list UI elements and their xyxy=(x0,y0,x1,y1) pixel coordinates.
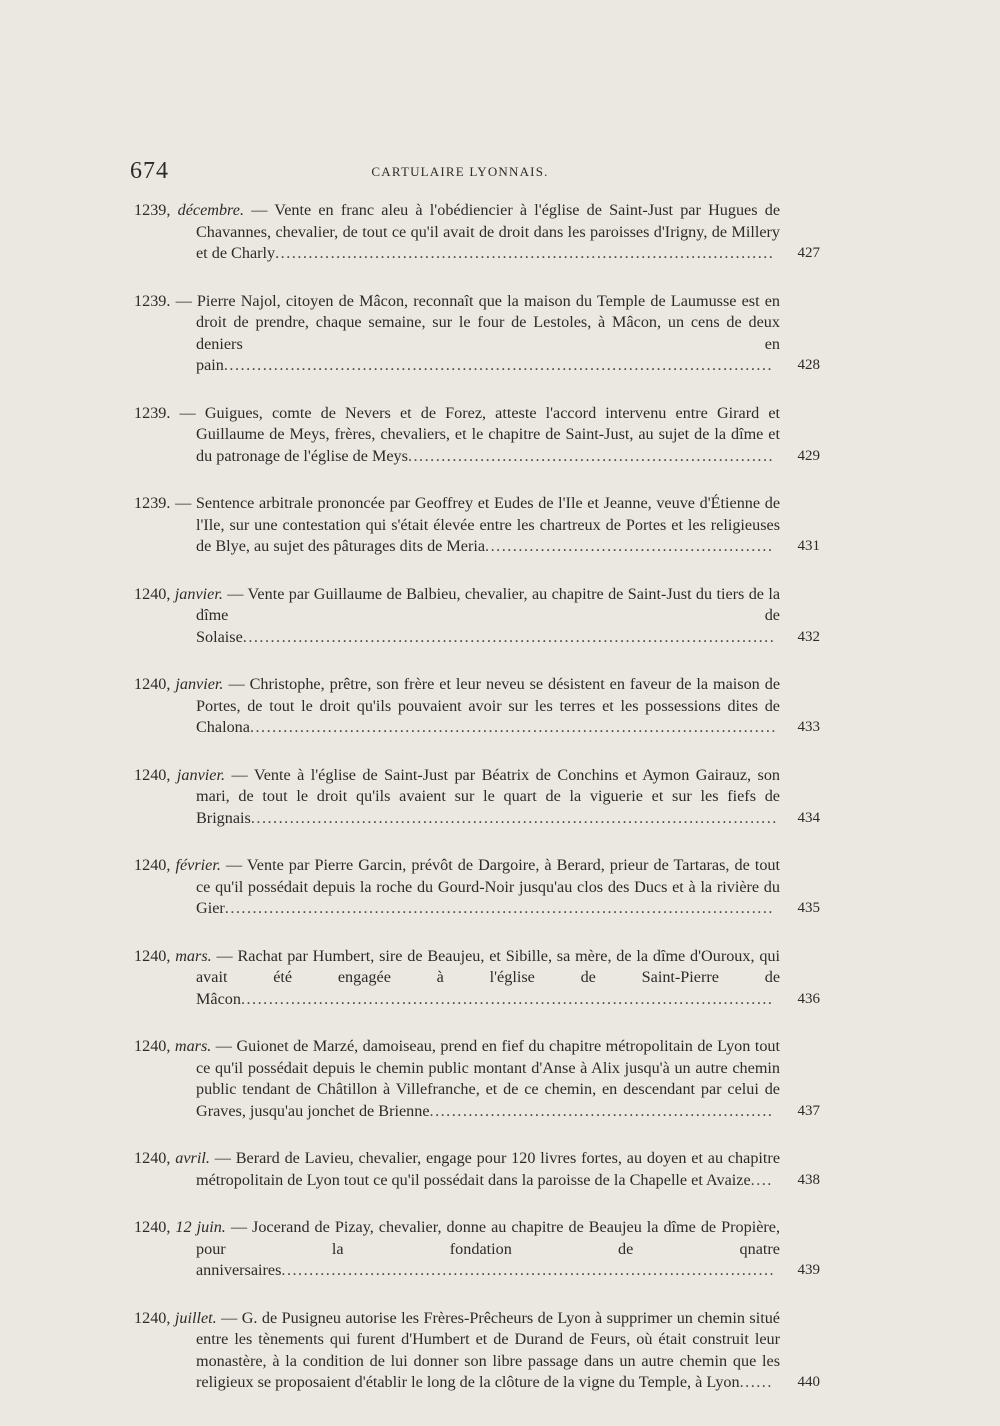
entry-text xyxy=(134,493,780,558)
entry-text xyxy=(134,946,780,1011)
entry-summary: — Berard de Lavieu, chevalier, engage pour 120 livres fortes, au doyen et au chapitre métropolitain de Lyon tout ce qu'il possédait dans la paroisse de la Chapelle et Avaize xyxy=(196,1149,781,1189)
entry-reference-number: 440 xyxy=(797,1374,820,1390)
entry-summary: — Vente par Pierre Garcin, prévôt de Dargoire, à Berard, prieur de Tartaras, de tout ce qu'il possédait depuis la roche du Gourd-Noir jusqu'au clos des Ducs et à la rivière du Gier xyxy=(196,856,781,917)
entry-date: janvier. xyxy=(176,765,225,784)
entry-year: 1240, xyxy=(134,946,171,965)
entry-text xyxy=(134,765,780,830)
entry-year: 1240, xyxy=(134,1218,171,1236)
dot-leader: ................................................................................................... xyxy=(224,899,774,917)
entry-year: 1240, xyxy=(134,765,171,784)
entry-text xyxy=(134,291,780,377)
entry-year: 1240, xyxy=(134,856,171,874)
dot-leader: ................................................................................................... xyxy=(223,356,774,374)
catalog-entry xyxy=(134,493,820,558)
dot-leader: .................................................................. xyxy=(407,446,775,465)
catalog-entry xyxy=(134,403,820,468)
entry-reference-number: 428 xyxy=(797,357,820,373)
catalog-entry xyxy=(134,200,820,265)
entry-reference-number: 431 xyxy=(797,538,820,554)
entry-year: 1239. xyxy=(134,403,171,422)
catalog-entry xyxy=(134,1308,820,1394)
dot-leader: .................................................... xyxy=(485,537,774,555)
entry-year: 1240, xyxy=(134,1308,171,1327)
dot-leader: .... xyxy=(750,1170,773,1189)
entry-reference-number: 427 xyxy=(797,245,820,261)
entry-year: 1240, xyxy=(134,675,171,693)
entry-reference-number: 438 xyxy=(797,1171,820,1188)
entry-text xyxy=(134,584,780,649)
catalog-entry xyxy=(134,1148,820,1191)
entry-text xyxy=(134,1217,780,1282)
entry-summary: — Vente en franc aleu à l'obédiencier à l'église de Saint-Just par Hugues de Chavannes, chevalier, de tout ce qu'il avait de droit dans les paroisses d'Irigny, de Millery et de Charly xyxy=(196,201,781,262)
entry-summary: — Jocerand de Pizay, chevalier, donne au chapitre de Beaujeu la dîme de Propière, pour la fondation de qnatre anniversaires xyxy=(196,1218,780,1279)
entry-date: décembre. xyxy=(177,201,244,219)
page-header xyxy=(130,158,790,194)
entry-text xyxy=(134,403,780,468)
dot-leader: ................................................................................................ xyxy=(242,627,776,646)
entry-year: 1239. xyxy=(134,494,171,512)
entry-list xyxy=(134,200,820,1420)
catalog-entry xyxy=(134,765,820,830)
entry-date: juillet. xyxy=(174,1308,217,1327)
entry-reference-number: 436 xyxy=(797,990,820,1007)
entry-summary: — Sentence arbitrale prononcée par Geoffrey et Eudes de l'Ile et Jeanne, veuve d'Étienne de l'Ile, sur une contestation qui s'était élevée entre les chartreux de Portes et les religieuses de Blye, au sujet des pâturages dits de Meria xyxy=(175,494,781,555)
catalog-entry xyxy=(134,291,820,377)
catalog-entry xyxy=(134,855,820,920)
entry-text xyxy=(134,200,780,265)
dot-leader: ............................................................................................... xyxy=(250,808,778,827)
entry-reference-number: 439 xyxy=(797,1262,820,1278)
entry-date: février. xyxy=(175,856,221,874)
entry-reference-number: 433 xyxy=(797,719,820,735)
entry-year: 1240, xyxy=(134,1037,171,1055)
entry-text xyxy=(134,1148,780,1191)
catalog-entry xyxy=(134,1217,820,1282)
dot-leader: ...... xyxy=(739,1373,773,1391)
entry-reference-number: 429 xyxy=(797,447,820,464)
catalog-entry xyxy=(134,584,820,649)
dot-leader: ................................................................................................ xyxy=(240,989,774,1008)
entry-date: janvier. xyxy=(174,584,223,603)
entry-year: 1239. xyxy=(134,291,171,310)
entry-summary: — Vente par Guillaume de Balbieu, chevalier, au chapitre de Saint-Just du tiers de la dîme de Solaise xyxy=(196,584,781,646)
entry-summary: — G. de Pusigneu autorise les Frères-Prêcheurs de Lyon à supprimer un chemin situé entre les tènements qui furent d'Humbert et de Durand de Feurs, où était construit leur monastère, à la condition de lui donner son libre passage dans un autre chemin que les religieux se proposaient d'établir le long de la clôture de la vigne du Temple, à Lyon xyxy=(196,1308,780,1391)
catalog-entry xyxy=(134,674,820,739)
entry-date: avril. xyxy=(175,1149,210,1167)
entry-date: mars. xyxy=(174,1037,212,1055)
entry-year: 1239, xyxy=(134,201,171,219)
entry-date: 12 juin. xyxy=(175,1218,226,1236)
page-number: 674 xyxy=(130,158,169,184)
entry-summary: — Christophe, prêtre, son frère et leur neveu se désistent en faveur de la maison de Portes, de tout le droit qu'ils pouvaient avoir sur les terres et les possessions dites de Chalona xyxy=(196,675,781,736)
entry-year: 1240, xyxy=(134,584,171,603)
entry-text xyxy=(134,674,780,739)
entry-reference-number: 435 xyxy=(797,900,820,916)
dot-leader: ............................................................................................... xyxy=(249,718,777,736)
entry-summary: — Vente à l'église de Saint-Just par Béatrix de Conchins et Aymon Gairauz, son mari, de tout le droit qu'ils avaient sur le quart de la viguerie et sur les fiefs de Brignais xyxy=(196,765,781,827)
entry-summary: — Guigues, comte de Nevers et de Forez, atteste l'accord intervenu entre Girard et Guillaume de Meys, frères, chevaliers, et le chapitre de Saint-Just, au sujet de la dîme et du patronage de l'église de Meys xyxy=(179,403,781,465)
entry-text xyxy=(134,1036,780,1122)
dot-leader: .............................................................. xyxy=(429,1101,774,1120)
catalog-entry xyxy=(134,1036,820,1122)
entry-summary: — Pierre Najol, citoyen de Mâcon, reconnaît que la maison du Temple de Laumusse est en droit de prendre, chaque semaine, sur le four de Lestoles, à Mâcon, un cens de deux deniers en pain xyxy=(175,291,781,374)
catalog-entry xyxy=(134,946,820,1011)
running-title: CARTULAIRE LYONNAIS. xyxy=(371,164,549,179)
dot-leader: ......................................................................................... xyxy=(281,1261,776,1279)
entry-summary: — Guionet de Marzé, damoiseau, prend en fief du chapitre métropolitain de Lyon tout ce qu'il possédait depuis le chemin public montant d'Anse à Alix jusqu'à un autre chemin public tendant de Châtillon à Villefranche, et de ce chemin, en descendant par celui de Graves, jusqu'au jonchet de Brienne xyxy=(196,1037,780,1120)
entry-date: janvier. xyxy=(175,675,224,693)
entry-summary: — Rachat par Humbert, sire de Beaujeu, et Sibille, sa mère, de la dîme d'Ouroux, qui avait été engagée à l'église de Saint-Pierre de Mâcon xyxy=(196,946,781,1008)
entry-text xyxy=(134,855,780,920)
entry-text xyxy=(134,1308,780,1394)
entry-year: 1240, xyxy=(134,1149,171,1167)
entry-reference-number: 437 xyxy=(797,1102,820,1119)
entry-date: mars. xyxy=(175,946,212,965)
entry-reference-number: 434 xyxy=(797,809,820,826)
entry-reference-number: 432 xyxy=(797,628,820,645)
dot-leader: .......................................................................................... xyxy=(275,244,775,262)
